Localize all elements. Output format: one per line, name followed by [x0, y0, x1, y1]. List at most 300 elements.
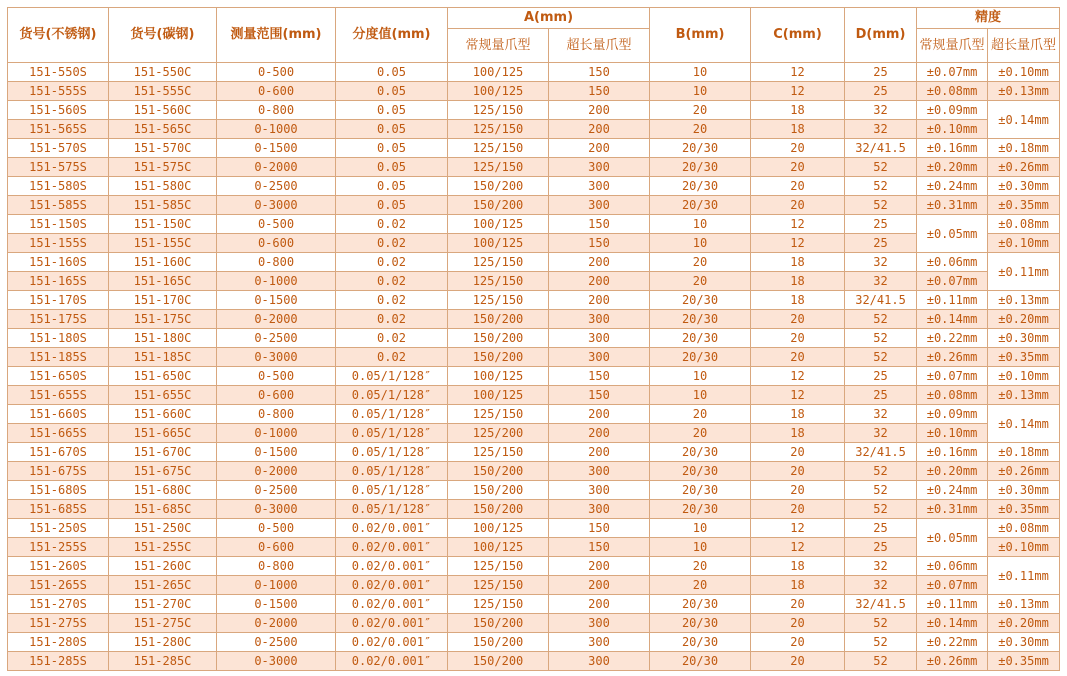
cell-range: 0-600: [217, 82, 336, 101]
cell-range: 0-1500: [217, 595, 336, 614]
cell-b: 10: [650, 367, 751, 386]
cell-d: 25: [845, 215, 917, 234]
cell-d: 52: [845, 652, 917, 671]
cell-a-standard: 125/150: [448, 272, 549, 291]
table-row: [8, 443, 1060, 462]
cell-item-stainless: 151-275S: [8, 614, 109, 633]
cell-a-standard: 100/125: [448, 234, 549, 253]
cell-d: 32: [845, 253, 917, 272]
table-row: [8, 63, 1060, 82]
cell-a-standard: 125/150: [448, 139, 549, 158]
cell-accuracy-long: ±0.18mm: [988, 443, 1060, 462]
table-row: [8, 177, 1060, 196]
cell-accuracy-long: ±0.26mm: [988, 158, 1060, 177]
header-item-carbon: 货号(碳钢): [109, 8, 217, 63]
cell-item-stainless: 151-265S: [8, 576, 109, 595]
cell-item-stainless: 151-550S: [8, 63, 109, 82]
cell-d: 52: [845, 329, 917, 348]
cell-item-carbon: 151-280C: [109, 633, 217, 652]
cell-accuracy-standard: ±0.07mm: [917, 272, 988, 291]
cell-b: 20/30: [650, 595, 751, 614]
cell-accuracy-standard: ±0.31mm: [917, 500, 988, 519]
cell-d: 52: [845, 196, 917, 215]
cell-c: 12: [751, 63, 845, 82]
table-row: [8, 367, 1060, 386]
cell-item-carbon: 151-250C: [109, 519, 217, 538]
cell-b: 20: [650, 101, 751, 120]
cell-d: 52: [845, 158, 917, 177]
cell-item-carbon: 151-175C: [109, 310, 217, 329]
cell-a-standard: 100/125: [448, 538, 549, 557]
cell-range: 0-2000: [217, 158, 336, 177]
cell-graduation: 0.05: [336, 101, 448, 120]
cell-item-stainless: 151-260S: [8, 557, 109, 576]
cell-d: 32: [845, 405, 917, 424]
cell-a-standard: 150/200: [448, 633, 549, 652]
table-row: [8, 576, 1060, 595]
cell-accuracy-long: ±0.10mm: [988, 234, 1060, 253]
cell-accuracy-standard: ±0.26mm: [917, 652, 988, 671]
cell-range: 0-800: [217, 557, 336, 576]
cell-item-carbon: 151-270C: [109, 595, 217, 614]
cell-b: 20/30: [650, 462, 751, 481]
cell-accuracy-long: ±0.10mm: [988, 63, 1060, 82]
cell-range: 0-800: [217, 253, 336, 272]
cell-a-long: 300: [549, 500, 650, 519]
cell-a-standard: 150/200: [448, 348, 549, 367]
cell-c: 20: [751, 462, 845, 481]
cell-item-stainless: 151-270S: [8, 595, 109, 614]
cell-range: 0-2500: [217, 329, 336, 348]
cell-accuracy-long: ±0.13mm: [988, 386, 1060, 405]
cell-graduation: 0.02: [336, 291, 448, 310]
cell-d: 32: [845, 557, 917, 576]
cell-d: 32/41.5: [845, 443, 917, 462]
cell-accuracy-long: ±0.08mm: [988, 519, 1060, 538]
cell-range: 0-1500: [217, 139, 336, 158]
cell-range: 0-3000: [217, 196, 336, 215]
cell-c: 18: [751, 576, 845, 595]
cell-a-long: 300: [549, 614, 650, 633]
cell-accuracy-standard: ±0.11mm: [917, 291, 988, 310]
cell-a-standard: 125/150: [448, 158, 549, 177]
cell-accuracy-long: ±0.26mm: [988, 462, 1060, 481]
cell-d: 25: [845, 234, 917, 253]
cell-accuracy-standard: ±0.22mm: [917, 329, 988, 348]
cell-d: 32: [845, 120, 917, 139]
cell-a-standard: 150/200: [448, 329, 549, 348]
cell-c: 18: [751, 120, 845, 139]
cell-a-long: 150: [549, 234, 650, 253]
cell-c: 18: [751, 101, 845, 120]
cell-a-long: 150: [549, 367, 650, 386]
cell-item-carbon: 151-555C: [109, 82, 217, 101]
cell-item-stainless: 151-685S: [8, 500, 109, 519]
cell-accuracy-standard: ±0.08mm: [917, 386, 988, 405]
cell-range: 0-500: [217, 215, 336, 234]
cell-b: 10: [650, 63, 751, 82]
cell-item-stainless: 151-280S: [8, 633, 109, 652]
cell-item-stainless: 151-655S: [8, 386, 109, 405]
cell-item-carbon: 151-160C: [109, 253, 217, 272]
cell-item-stainless: 151-255S: [8, 538, 109, 557]
header-range: 测量范围(mm): [217, 8, 336, 63]
caliper-spec-table: [7, 7, 1060, 671]
cell-accuracy-standard: ±0.31mm: [917, 196, 988, 215]
cell-item-stainless: 151-560S: [8, 101, 109, 120]
cell-c: 20: [751, 329, 845, 348]
cell-item-stainless: 151-680S: [8, 481, 109, 500]
cell-b: 10: [650, 82, 751, 101]
cell-accuracy-long: ±0.30mm: [988, 481, 1060, 500]
table-row: [8, 310, 1060, 329]
cell-a-standard: 150/200: [448, 652, 549, 671]
cell-a-long: 300: [549, 310, 650, 329]
cell-d: 32: [845, 272, 917, 291]
cell-a-standard: 125/150: [448, 443, 549, 462]
cell-accuracy-long: ±0.08mm: [988, 215, 1060, 234]
cell-d: 25: [845, 367, 917, 386]
cell-item-carbon: 151-680C: [109, 481, 217, 500]
cell-item-stainless: 151-150S: [8, 215, 109, 234]
table-row: [8, 500, 1060, 519]
cell-d: 25: [845, 63, 917, 82]
cell-b: 20/30: [650, 310, 751, 329]
cell-item-carbon: 151-565C: [109, 120, 217, 139]
cell-b: 10: [650, 538, 751, 557]
cell-d: 32/41.5: [845, 291, 917, 310]
cell-b: 20/30: [650, 652, 751, 671]
cell-c: 20: [751, 310, 845, 329]
header-graduation: 分度值(mm): [336, 8, 448, 63]
cell-a-standard: 150/200: [448, 177, 549, 196]
cell-a-long: 200: [549, 272, 650, 291]
cell-accuracy-long: ±0.30mm: [988, 633, 1060, 652]
cell-accuracy-long: ±0.20mm: [988, 310, 1060, 329]
cell-item-stainless: 151-565S: [8, 120, 109, 139]
table-row: [8, 291, 1060, 310]
table-row: [8, 139, 1060, 158]
cell-a-standard: 125/150: [448, 120, 549, 139]
header-item-stainless: 货号(不锈钢): [8, 8, 109, 63]
cell-b: 20/30: [650, 633, 751, 652]
cell-b: 20: [650, 424, 751, 443]
table-row: [8, 158, 1060, 177]
cell-graduation: 0.02/0.001″: [336, 519, 448, 538]
cell-range: 0-2000: [217, 310, 336, 329]
table-row: [8, 652, 1060, 671]
cell-graduation: 0.02: [336, 272, 448, 291]
cell-graduation: 0.02/0.001″: [336, 576, 448, 595]
cell-item-carbon: 151-155C: [109, 234, 217, 253]
cell-d: 52: [845, 177, 917, 196]
cell-a-standard: 150/200: [448, 500, 549, 519]
cell-c: 20: [751, 348, 845, 367]
cell-c: 20: [751, 614, 845, 633]
cell-d: 52: [845, 481, 917, 500]
cell-accuracy-standard: ±0.05mm: [917, 519, 988, 557]
cell-range: 0-500: [217, 63, 336, 82]
cell-b: 10: [650, 519, 751, 538]
cell-b: 10: [650, 215, 751, 234]
cell-d: 25: [845, 82, 917, 101]
cell-item-stainless: 151-670S: [8, 443, 109, 462]
cell-accuracy-standard: ±0.20mm: [917, 158, 988, 177]
cell-item-carbon: 151-570C: [109, 139, 217, 158]
table-row: [8, 253, 1060, 272]
cell-accuracy-long: ±0.13mm: [988, 291, 1060, 310]
cell-d: 32: [845, 424, 917, 443]
cell-item-stainless: 151-585S: [8, 196, 109, 215]
cell-c: 12: [751, 519, 845, 538]
cell-item-stainless: 151-160S: [8, 253, 109, 272]
cell-accuracy-standard: ±0.11mm: [917, 595, 988, 614]
table-row: [8, 405, 1060, 424]
table-row: [8, 538, 1060, 557]
cell-accuracy-long: ±0.13mm: [988, 82, 1060, 101]
cell-c: 18: [751, 557, 845, 576]
cell-range: 0-800: [217, 405, 336, 424]
cell-item-stainless: 151-570S: [8, 139, 109, 158]
cell-range: 0-1500: [217, 291, 336, 310]
cell-accuracy-long: ±0.35mm: [988, 348, 1060, 367]
cell-item-carbon: 151-150C: [109, 215, 217, 234]
cell-a-long: 200: [549, 576, 650, 595]
cell-a-long: 300: [549, 177, 650, 196]
header-d: D(mm): [845, 8, 917, 63]
cell-item-carbon: 151-575C: [109, 158, 217, 177]
cell-accuracy-standard: ±0.22mm: [917, 633, 988, 652]
cell-c: 20: [751, 196, 845, 215]
cell-a-standard: 125/150: [448, 576, 549, 595]
cell-a-long: 200: [549, 120, 650, 139]
cell-b: 20/30: [650, 481, 751, 500]
cell-item-carbon: 151-170C: [109, 291, 217, 310]
cell-b: 20/30: [650, 158, 751, 177]
cell-item-carbon: 151-665C: [109, 424, 217, 443]
cell-accuracy-standard: ±0.07mm: [917, 63, 988, 82]
cell-range: 0-800: [217, 101, 336, 120]
cell-item-carbon: 151-550C: [109, 63, 217, 82]
cell-graduation: 0.05/1/128″: [336, 367, 448, 386]
cell-a-standard: 125/150: [448, 595, 549, 614]
cell-a-long: 200: [549, 101, 650, 120]
cell-item-stainless: 151-675S: [8, 462, 109, 481]
cell-a-long: 150: [549, 63, 650, 82]
cell-range: 0-2000: [217, 614, 336, 633]
cell-item-stainless: 151-650S: [8, 367, 109, 386]
table-row: [8, 462, 1060, 481]
cell-item-carbon: 151-580C: [109, 177, 217, 196]
cell-graduation: 0.05/1/128″: [336, 424, 448, 443]
cell-accuracy-long: ±0.10mm: [988, 538, 1060, 557]
cell-item-carbon: 151-675C: [109, 462, 217, 481]
cell-accuracy-standard: ±0.07mm: [917, 367, 988, 386]
cell-accuracy-long: ±0.30mm: [988, 329, 1060, 348]
cell-a-long: 200: [549, 139, 650, 158]
cell-a-long: 200: [549, 424, 650, 443]
cell-a-long: 150: [549, 538, 650, 557]
cell-b: 20: [650, 576, 751, 595]
cell-range: 0-1500: [217, 443, 336, 462]
cell-range: 0-1000: [217, 272, 336, 291]
cell-accuracy-long: ±0.10mm: [988, 367, 1060, 386]
cell-a-long: 150: [549, 82, 650, 101]
cell-a-long: 300: [549, 158, 650, 177]
cell-graduation: 0.02/0.001″: [336, 633, 448, 652]
cell-graduation: 0.05/1/128″: [336, 481, 448, 500]
header-accuracy: 精度: [917, 8, 1060, 29]
cell-c: 12: [751, 234, 845, 253]
cell-a-standard: 125/150: [448, 101, 549, 120]
table-row: [8, 633, 1060, 652]
cell-graduation: 0.05/1/128″: [336, 462, 448, 481]
cell-item-stainless: 151-580S: [8, 177, 109, 196]
table-row: [8, 196, 1060, 215]
cell-accuracy-long: ±0.18mm: [988, 139, 1060, 158]
cell-item-carbon: 151-655C: [109, 386, 217, 405]
cell-d: 25: [845, 386, 917, 405]
table-row: [8, 101, 1060, 120]
cell-a-standard: 150/200: [448, 481, 549, 500]
cell-c: 18: [751, 272, 845, 291]
cell-accuracy-long: ±0.20mm: [988, 614, 1060, 633]
cell-accuracy-standard: ±0.06mm: [917, 557, 988, 576]
cell-item-stainless: 151-185S: [8, 348, 109, 367]
cell-accuracy-long: ±0.14mm: [988, 405, 1060, 443]
table-row: [8, 424, 1060, 443]
cell-c: 12: [751, 82, 845, 101]
cell-b: 20/30: [650, 614, 751, 633]
cell-range: 0-600: [217, 386, 336, 405]
cell-d: 52: [845, 633, 917, 652]
cell-c: 20: [751, 177, 845, 196]
cell-graduation: 0.02/0.001″: [336, 538, 448, 557]
cell-accuracy-standard: ±0.26mm: [917, 348, 988, 367]
cell-accuracy-standard: ±0.16mm: [917, 443, 988, 462]
cell-item-carbon: 151-260C: [109, 557, 217, 576]
cell-d: 52: [845, 462, 917, 481]
cell-accuracy-standard: ±0.05mm: [917, 215, 988, 253]
cell-graduation: 0.02: [336, 348, 448, 367]
cell-b: 20: [650, 405, 751, 424]
cell-accuracy-long: ±0.30mm: [988, 177, 1060, 196]
cell-graduation: 0.05/1/128″: [336, 500, 448, 519]
cell-b: 10: [650, 386, 751, 405]
cell-accuracy-long: ±0.11mm: [988, 557, 1060, 595]
cell-accuracy-standard: ±0.10mm: [917, 424, 988, 443]
table-row: [8, 557, 1060, 576]
cell-range: 0-2500: [217, 633, 336, 652]
cell-accuracy-standard: ±0.14mm: [917, 310, 988, 329]
cell-c: 20: [751, 443, 845, 462]
cell-a-long: 300: [549, 329, 650, 348]
header-a-standard: 常规量爪型: [448, 29, 549, 63]
cell-item-stainless: 151-170S: [8, 291, 109, 310]
cell-graduation: 0.05/1/128″: [336, 443, 448, 462]
cell-item-stainless: 151-250S: [8, 519, 109, 538]
cell-c: 12: [751, 215, 845, 234]
cell-accuracy-long: ±0.11mm: [988, 253, 1060, 291]
cell-a-long: 300: [549, 652, 650, 671]
cell-c: 20: [751, 633, 845, 652]
cell-b: 20/30: [650, 177, 751, 196]
table-row: [8, 329, 1060, 348]
cell-a-standard: 150/200: [448, 310, 549, 329]
cell-range: 0-2000: [217, 462, 336, 481]
cell-accuracy-standard: ±0.08mm: [917, 82, 988, 101]
cell-item-stainless: 151-175S: [8, 310, 109, 329]
cell-graduation: 0.05: [336, 63, 448, 82]
cell-b: 20/30: [650, 291, 751, 310]
cell-a-long: 150: [549, 215, 650, 234]
cell-c: 18: [751, 253, 845, 272]
cell-c: 12: [751, 538, 845, 557]
cell-accuracy-long: ±0.35mm: [988, 652, 1060, 671]
cell-item-carbon: 151-660C: [109, 405, 217, 424]
cell-accuracy-long: ±0.35mm: [988, 196, 1060, 215]
cell-b: 20/30: [650, 329, 751, 348]
cell-accuracy-standard: ±0.06mm: [917, 253, 988, 272]
cell-graduation: 0.02: [336, 310, 448, 329]
table-row: [8, 614, 1060, 633]
table-row: [8, 348, 1060, 367]
cell-item-carbon: 151-670C: [109, 443, 217, 462]
cell-range: 0-3000: [217, 652, 336, 671]
cell-graduation: 0.02/0.001″: [336, 652, 448, 671]
cell-a-standard: 125/150: [448, 253, 549, 272]
cell-item-stainless: 151-665S: [8, 424, 109, 443]
cell-graduation: 0.02: [336, 215, 448, 234]
cell-item-carbon: 151-255C: [109, 538, 217, 557]
cell-item-stainless: 151-165S: [8, 272, 109, 291]
cell-range: 0-500: [217, 367, 336, 386]
table-row: [8, 386, 1060, 405]
cell-range: 0-2500: [217, 177, 336, 196]
cell-c: 20: [751, 158, 845, 177]
header-b: B(mm): [650, 8, 751, 63]
table-row: [8, 481, 1060, 500]
table-row: [8, 234, 1060, 253]
cell-b: 20/30: [650, 500, 751, 519]
table-body: [8, 63, 1060, 671]
cell-c: 20: [751, 500, 845, 519]
cell-a-long: 150: [549, 386, 650, 405]
cell-a-standard: 125/150: [448, 291, 549, 310]
table-row: [8, 215, 1060, 234]
cell-graduation: 0.05: [336, 158, 448, 177]
cell-accuracy-standard: ±0.24mm: [917, 481, 988, 500]
cell-graduation: 0.02/0.001″: [336, 595, 448, 614]
cell-a-long: 200: [549, 595, 650, 614]
cell-range: 0-600: [217, 234, 336, 253]
header-c: C(mm): [751, 8, 845, 63]
cell-b: 20: [650, 120, 751, 139]
cell-a-long: 200: [549, 443, 650, 462]
cell-a-standard: 150/200: [448, 462, 549, 481]
cell-graduation: 0.05: [336, 82, 448, 101]
header-a-long: 超长量爪型: [549, 29, 650, 63]
cell-accuracy-standard: ±0.14mm: [917, 614, 988, 633]
cell-a-standard: 100/125: [448, 519, 549, 538]
cell-b: 20/30: [650, 139, 751, 158]
header-accuracy-long: 超长量爪型: [988, 29, 1060, 63]
cell-a-standard: 125/150: [448, 557, 549, 576]
cell-graduation: 0.05: [336, 177, 448, 196]
cell-accuracy-standard: ±0.20mm: [917, 462, 988, 481]
cell-d: 52: [845, 614, 917, 633]
cell-range: 0-1000: [217, 576, 336, 595]
